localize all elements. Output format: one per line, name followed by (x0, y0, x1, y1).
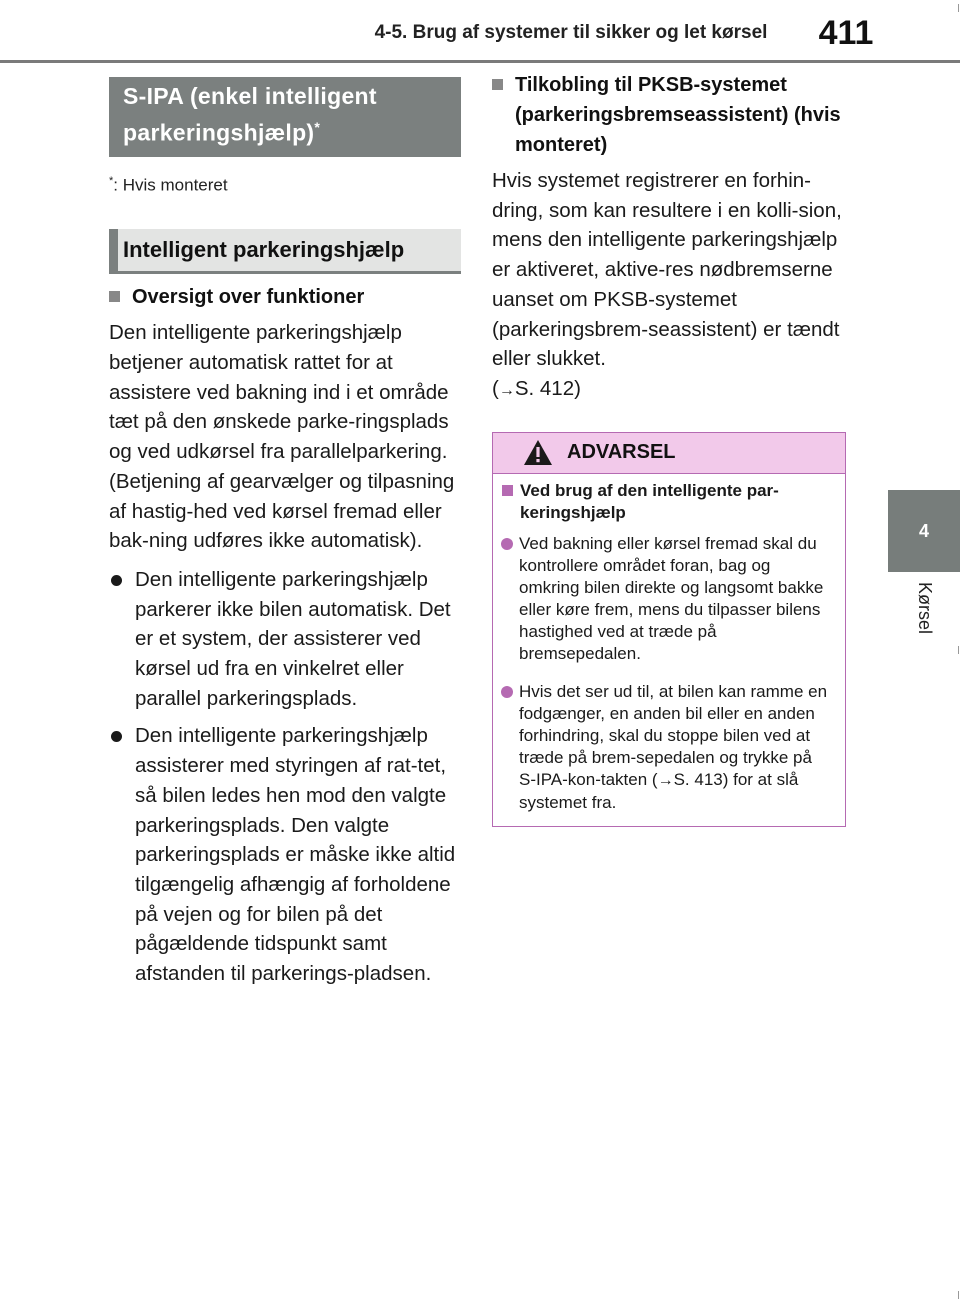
crop-mark (958, 646, 959, 654)
page-reference: S. 412) (514, 376, 581, 400)
overview-heading (109, 282, 461, 312)
warning-body (493, 474, 845, 826)
page-ref-open: ( (492, 376, 499, 400)
overview-heading-text: Oversigt over funktioner (132, 286, 365, 309)
warning-item-text-end: S. 413) for at slå systemet fra. (519, 769, 799, 812)
pksb-paragraph (492, 166, 846, 406)
bullet-dot-icon (111, 575, 122, 586)
chapter-number: 4 (918, 520, 929, 541)
footnote-star: * (109, 174, 114, 187)
footnote (109, 175, 461, 196)
square-bullet-icon (492, 79, 503, 90)
warning-item (501, 533, 831, 665)
arrow-right-icon: → (498, 381, 515, 399)
pksb-paragraph-text: Hvis systemet registrerer en forhin-dring, som kan resultere i en kolli-sion, mens den intelligente parkeringshjælp er aktiveret, aktive-res nødbremserne uanset om PKSB-systemet (parkeringsbrem-seassistent) er tændt eller slukket. (492, 169, 842, 371)
header-divider (0, 60, 960, 63)
warning-heading-text: Ved brug af den intelligente par-keringshjælp (520, 480, 779, 522)
pksb-heading (492, 70, 846, 160)
warning-item (501, 681, 831, 814)
bullet-dot-icon (111, 731, 122, 742)
warning-triangle-icon (523, 439, 553, 466)
warning-item-text: Ved bakning eller kørsel fremad skal du kontrollere området foran, bag og omkring bilen direkte og langsomt bakke eller køre frem, mens du tilpasser bilens hastighed ved at træde på bremsepedalen. (519, 533, 824, 663)
warning-heading (501, 480, 831, 524)
warning-item-text (519, 681, 831, 814)
section-banner (109, 77, 461, 157)
section-title: 4-5. Brug af systemer til sikker og let kørsel (374, 22, 768, 43)
section-banner-star: * (314, 119, 321, 135)
chapter-label: Kørsel (915, 582, 935, 635)
crop-mark (958, 4, 959, 12)
list-item-text: Den intelligente parkeringshjælp assisterer med styringen af rat-tet, så bilen ledes hen mod den valgte parkeringsplads. Den valgte parkeringsplads er måske ikke altid tilgængelig afhængig af forholdene på vejen og for bilen på det pågældende tidspunkt samt afstanden til parkerings-pladsen. (135, 724, 456, 986)
overview-paragraph: Den intelligente parkeringshjælp betjener automatisk rattet for at assistere ved bakning ind i et område tæt på den ønskede parke-ringsplads og ved udkørsel fra parallelparkering. (Betjening af gearvælger og tilpasning af hastig-hed ved kørsel fremad eller bak-ning udføres ikke automatisk). (109, 321, 455, 553)
section-banner-text: S-IPA (enkel intelligent parkeringshjælp) (123, 83, 377, 146)
right-column (492, 70, 846, 827)
chapter-tab (888, 490, 960, 572)
warning-title: ADVARSEL (567, 441, 676, 464)
square-bullet-icon (502, 485, 513, 496)
bullet-dot-icon (501, 538, 513, 550)
footnote-text: : Hvis monteret (113, 175, 228, 195)
page-number: 411 (818, 14, 874, 52)
warning-box (492, 432, 846, 827)
left-column (109, 77, 461, 989)
square-bullet-icon (109, 291, 120, 302)
subsection-banner (109, 229, 461, 274)
warning-header (493, 433, 845, 474)
pksb-heading-text: Tilkobling til PKSB-systemet (parkeringsbremseassistent) (hvis monteret) (515, 74, 841, 156)
warning-item-text-start: Hvis det ser ud til, at bilen kan ramme en fodgænger, en anden bil eller en anden forhindring, skal du stoppe bilen ved at træde på brem-sepedalen og trykke på S-IPA-kon-takten ( (519, 681, 828, 789)
list-item (109, 565, 461, 714)
subsection-banner-text: Intelligent parkeringshjælp (123, 237, 405, 263)
list-item (109, 721, 461, 988)
bullet-dot-icon (501, 686, 513, 698)
crop-mark (958, 1291, 959, 1299)
list-item-text: Den intelligente parkeringshjælp parkerer ikke bilen automatisk. Det er et system, der assisterer ved kørsel ud fra en vinkelret eller parallel parkeringsplads. (135, 567, 451, 710)
arrow-right-icon: → (657, 771, 674, 789)
